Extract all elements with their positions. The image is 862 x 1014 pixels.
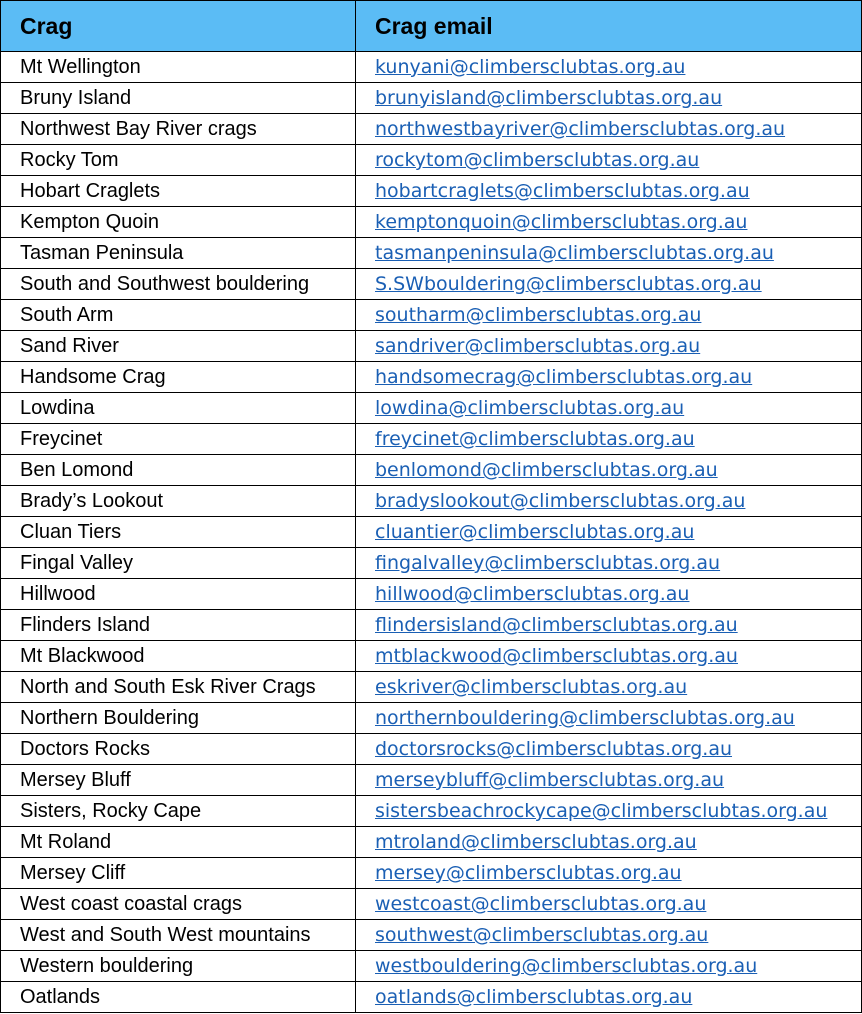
table-row: [1, 52, 862, 83]
crag-name-cell: Cluan Tiers: [1, 517, 356, 548]
crag-name-cell: Mt Roland: [1, 827, 356, 858]
crag-email-cell: [356, 889, 862, 920]
crag-email-link[interactable]: merseybluff@climbersclubtas.org.au: [375, 769, 725, 791]
table-row: [1, 920, 862, 951]
crag-name-cell: Mt Wellington: [1, 52, 356, 83]
crag-email-cell: [356, 579, 862, 610]
table-row: [1, 765, 862, 796]
crag-name-cell: North and South Esk River Crags: [1, 672, 356, 703]
crag-email-link[interactable]: sandriver@climbersclubtas.org.au: [375, 335, 701, 357]
table-row: [1, 145, 862, 176]
crag-email-link[interactable]: eskriver@climbersclubtas.org.au: [375, 676, 688, 698]
table-row: [1, 114, 862, 145]
crag-name-cell: Doctors Rocks: [1, 734, 356, 765]
crag-email-link[interactable]: flindersisland@climbersclubtas.org.au: [375, 614, 738, 636]
crag-email-link[interactable]: northwestbayriver@climbersclubtas.org.au: [375, 118, 786, 140]
table-row: [1, 517, 862, 548]
crag-email-cell: [356, 238, 862, 269]
table-row: [1, 362, 862, 393]
crag-name-cell: Freycinet: [1, 424, 356, 455]
crag-email-link[interactable]: mtroland@climbersclubtas.org.au: [375, 831, 697, 853]
crag-email-cell: [356, 672, 862, 703]
crag-email-link[interactable]: fingalvalley@climbersclubtas.org.au: [375, 552, 721, 574]
table-row: [1, 331, 862, 362]
crag-email-cell: [356, 83, 862, 114]
crag-email-link[interactable]: southwest@climbersclubtas.org.au: [375, 924, 709, 946]
table-row: [1, 269, 862, 300]
table-body: [1, 52, 862, 1013]
table-row: [1, 982, 862, 1013]
table-row: [1, 610, 862, 641]
crag-email-cell: [356, 331, 862, 362]
crag-email-link[interactable]: westcoast@climbersclubtas.org.au: [375, 893, 707, 915]
crag-email-cell: [356, 548, 862, 579]
table-row: [1, 455, 862, 486]
crag-name-cell: Mersey Cliff: [1, 858, 356, 889]
crag-name-cell: Brady’s Lookout: [1, 486, 356, 517]
crag-email-cell: [356, 858, 862, 889]
crag-name-cell: Oatlands: [1, 982, 356, 1013]
crag-email-cell: [356, 114, 862, 145]
table-row: [1, 796, 862, 827]
crag-email-cell: [356, 145, 862, 176]
table-header-row: [1, 1, 862, 52]
crag-email-cell: [356, 796, 862, 827]
crag-email-link[interactable]: southarm@climbersclubtas.org.au: [375, 304, 702, 326]
table-row: [1, 424, 862, 455]
table-row: [1, 672, 862, 703]
crag-email-cell: [356, 610, 862, 641]
crag-email-cell: [356, 703, 862, 734]
column-header-crag: Crag: [1, 1, 356, 52]
column-header-crag-email: Crag email: [356, 1, 862, 52]
crag-name-cell: Rocky Tom: [1, 145, 356, 176]
crag-email-cell: [356, 734, 862, 765]
crag-email-link[interactable]: doctorsrocks@climbersclubtas.org.au: [375, 738, 733, 760]
crag-email-cell: [356, 486, 862, 517]
crag-name-cell: Hobart Craglets: [1, 176, 356, 207]
crag-email-link[interactable]: cluantier@climbersclubtas.org.au: [375, 521, 695, 543]
table-row: [1, 734, 862, 765]
crag-email-link[interactable]: freycinet@climbersclubtas.org.au: [375, 428, 695, 450]
table-row: [1, 238, 862, 269]
table-row: [1, 858, 862, 889]
table-row: [1, 641, 862, 672]
crag-email-cell: [356, 982, 862, 1013]
crag-email-cell: [356, 951, 862, 982]
crag-email-link[interactable]: lowdina@climbersclubtas.org.au: [375, 397, 685, 419]
crag-email-cell: [356, 455, 862, 486]
crag-name-cell: Handsome Crag: [1, 362, 356, 393]
crag-email-cell: [356, 517, 862, 548]
table-row: [1, 83, 862, 114]
crag-email-link[interactable]: hillwood@climbersclubtas.org.au: [375, 583, 690, 605]
crag-email-cell: [356, 920, 862, 951]
crag-name-cell: South Arm: [1, 300, 356, 331]
crag-name-cell: Mt Blackwood: [1, 641, 356, 672]
crag-email-link[interactable]: oatlands@climbersclubtas.org.au: [375, 986, 693, 1008]
crag-email-cell: [356, 269, 862, 300]
crag-name-cell: Kempton Quoin: [1, 207, 356, 238]
crag-email-cell: [356, 207, 862, 238]
crag-name-cell: Mersey Bluff: [1, 765, 356, 796]
crag-name-cell: West and South West mountains: [1, 920, 356, 951]
crag-email-cell: [356, 52, 862, 83]
crag-name-cell: Fingal Valley: [1, 548, 356, 579]
crag-email-link[interactable]: bradyslookout@climbersclubtas.org.au: [375, 490, 746, 512]
table-row: [1, 300, 862, 331]
crag-email-link[interactable]: brunyisland@climbersclubtas.org.au: [375, 87, 723, 109]
crag-name-cell: Sisters, Rocky Cape: [1, 796, 356, 827]
crag-email-cell: [356, 827, 862, 858]
crag-email-link[interactable]: northernbouldering@climbersclubtas.org.au: [375, 707, 795, 729]
crag-email-cell: [356, 176, 862, 207]
crag-email-cell: [356, 300, 862, 331]
crag-email-link[interactable]: sistersbeachrockycape@climbersclubtas.org.au: [375, 800, 828, 822]
crag-name-cell: Lowdina: [1, 393, 356, 424]
crag-email-link[interactable]: tasmanpeninsula@climbersclubtas.org.au: [375, 242, 774, 264]
crag-name-cell: Northwest Bay River crags: [1, 114, 356, 145]
table-row: [1, 207, 862, 238]
crag-name-cell: Western bouldering: [1, 951, 356, 982]
crag-email-link[interactable]: rockytom@climbersclubtas.org.au: [375, 149, 700, 171]
crag-name-cell: Ben Lomond: [1, 455, 356, 486]
table-row: [1, 579, 862, 610]
crag-name-cell: Tasman Peninsula: [1, 238, 356, 269]
crag-email-cell: [356, 424, 862, 455]
crag-email-link[interactable]: benlomond@climbersclubtas.org.au: [375, 459, 718, 481]
crag-email-link[interactable]: mtblackwood@climbersclubtas.org.au: [375, 645, 738, 667]
crag-email-cell: [356, 362, 862, 393]
crag-email-cell: [356, 765, 862, 796]
table-row: [1, 393, 862, 424]
crag-email-link[interactable]: westbouldering@climbersclubtas.org.au: [375, 955, 758, 977]
table-row: [1, 703, 862, 734]
table-row: [1, 486, 862, 517]
table-row: [1, 827, 862, 858]
table-row: [1, 176, 862, 207]
crag-email-link[interactable]: hobartcraglets@climbersclubtas.org.au: [375, 180, 750, 202]
crag-name-cell: Flinders Island: [1, 610, 356, 641]
crag-email-link[interactable]: kunyani@climbersclubtas.org.au: [375, 56, 686, 78]
crag-name-cell: Hillwood: [1, 579, 356, 610]
crag-name-cell: Sand River: [1, 331, 356, 362]
table-row: [1, 548, 862, 579]
crag-name-cell: Bruny Island: [1, 83, 356, 114]
table-row: [1, 951, 862, 982]
crag-email-link[interactable]: handsomecrag@climbersclubtas.org.au: [375, 366, 753, 388]
crag-name-cell: South and Southwest bouldering: [1, 269, 356, 300]
crag-email-link[interactable]: mersey@climbersclubtas.org.au: [375, 862, 682, 884]
crag-email-link[interactable]: kemptonquoin@climbersclubtas.org.au: [375, 211, 748, 233]
crag-name-cell: Northern Bouldering: [1, 703, 356, 734]
crag-email-link[interactable]: S.SWbouldering@climbersclubtas.org.au: [375, 273, 762, 295]
crag-name-cell: West coast coastal crags: [1, 889, 356, 920]
crag-email-cell: [356, 641, 862, 672]
table-row: [1, 889, 862, 920]
crag-email-cell: [356, 393, 862, 424]
